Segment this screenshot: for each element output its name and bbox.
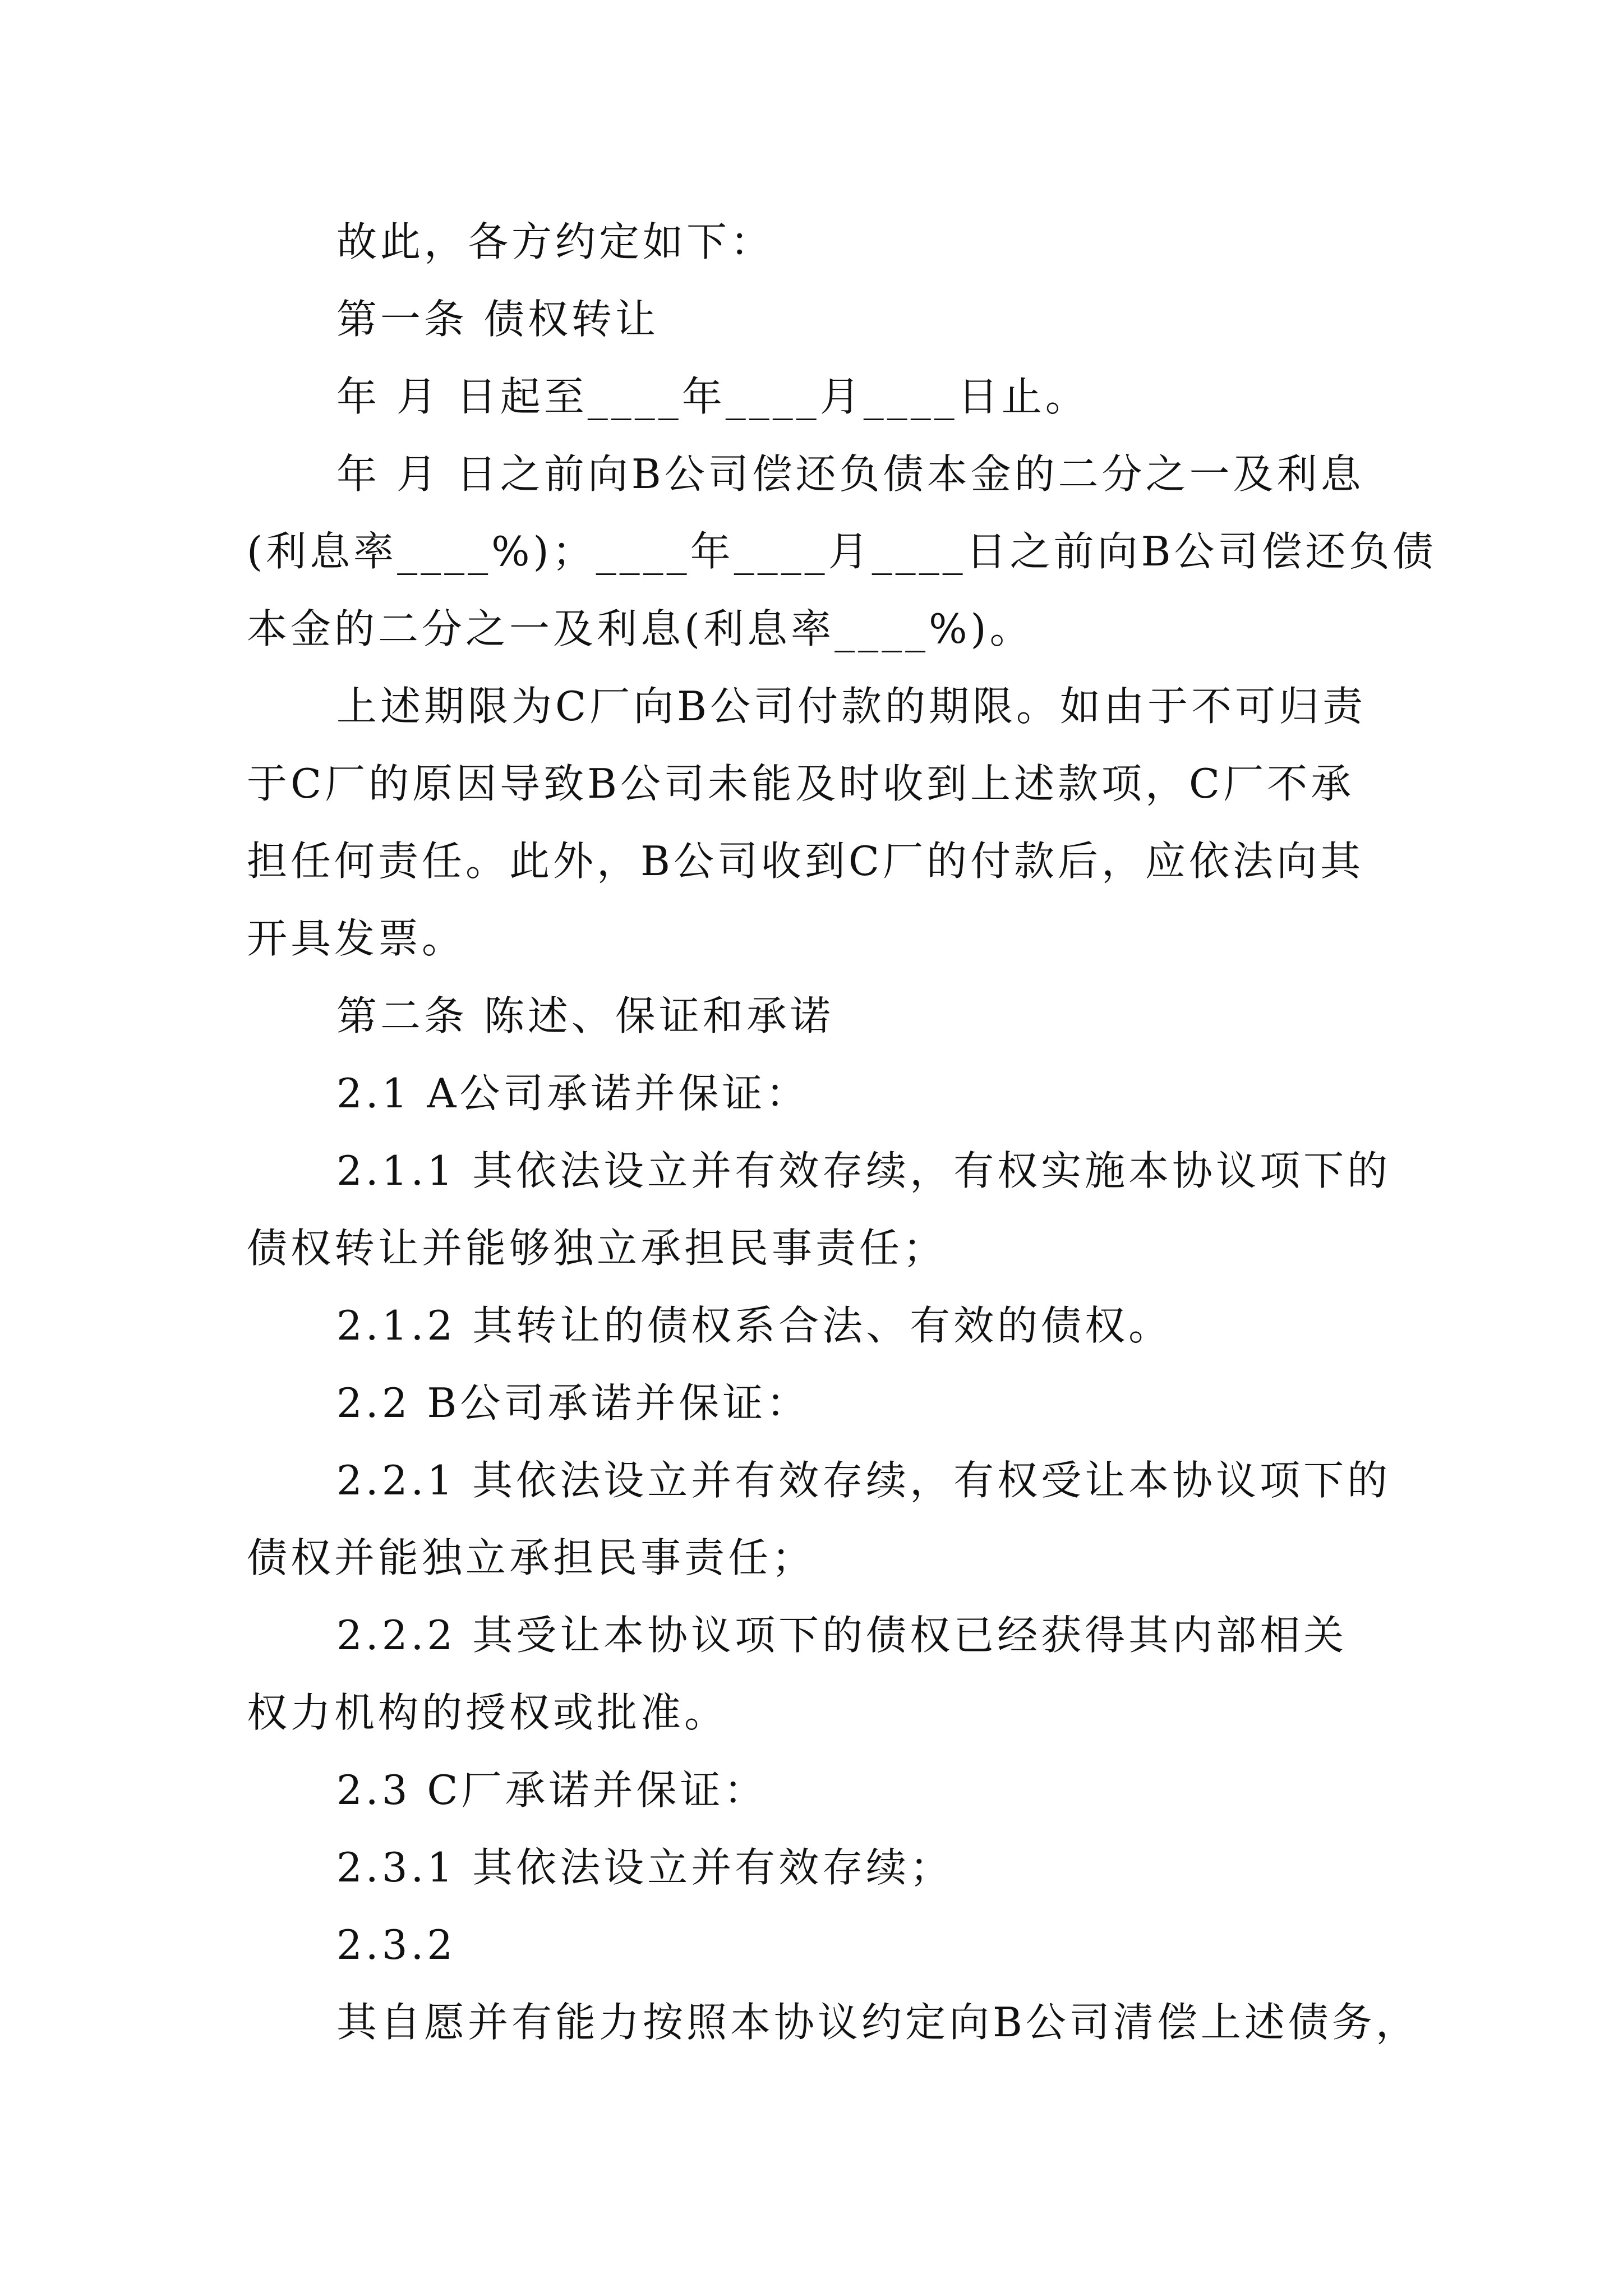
article-2-heading: 第二条 陈述、保证和承诺 — [336, 992, 834, 1039]
clause-2-2-2: 2.2.2 其受让本协议项下的债权已经获得其内部相关 — [336, 1612, 1348, 1659]
clause-2-2-1: 2.2.1 其依法设立并有效存续，有权受让本协议项下的 — [336, 1457, 1391, 1504]
text-line-4: 年 月 日之前向B公司偿还负债本金的二分之一及利息 — [336, 450, 1364, 498]
text-line-10: 开具发票。 — [247, 915, 466, 962]
text-line-14: 债权转让并能够独立承担民事责任； — [247, 1225, 947, 1272]
clause-2-3: 2.3 C厂承诺并保证： — [336, 1766, 768, 1814]
clause-2-1: 2.1 A公司承诺并保证： — [336, 1070, 810, 1117]
clause-2-3-1: 2.3.1 其依法设立并有效存续； — [336, 1844, 954, 1891]
clause-2-2: 2.2 B公司承诺并保证： — [336, 1379, 810, 1427]
text-line-18: 债权并能独立承担民事责任； — [247, 1534, 816, 1581]
clause-2-1-2: 2.1.2 其转让的债权系合法、有效的债权。 — [336, 1302, 1173, 1349]
text-line-20: 权力机构的授权或批准。 — [247, 1689, 728, 1736]
text-line-6: 本金的二分之一及利息(利息率____%)。 — [247, 605, 1034, 652]
clause-2-3-2: 2.3.2 — [336, 1921, 457, 1968]
clause-2-1-1: 2.1.1 其依法设立并有效存续，有权实施本协议项下的 — [336, 1147, 1391, 1194]
text-line-24: 其自愿并有能力按照本协议约定向B公司清偿上述债务， — [336, 1999, 1419, 2046]
text-line-8: 于C厂的原因导致B公司未能及时收到上述款项，C厂不承 — [247, 760, 1355, 807]
text-line-5: (利息率____%)；____年____月____日之前向B公司偿还负债 — [247, 528, 1437, 575]
text-line-3: 年 月 日起至____年____月____日止。 — [336, 373, 1089, 420]
text-line-9: 担任何责任。此外，B公司收到C厂的付款后，应依法向其 — [247, 838, 1364, 885]
text-line-1: 故此，各方约定如下： — [336, 218, 774, 265]
text-line-7: 上述期限为C厂向B公司付款的期限。如由于不可归责 — [336, 683, 1367, 730]
article-1-heading: 第一条 债权转让 — [336, 296, 659, 343]
